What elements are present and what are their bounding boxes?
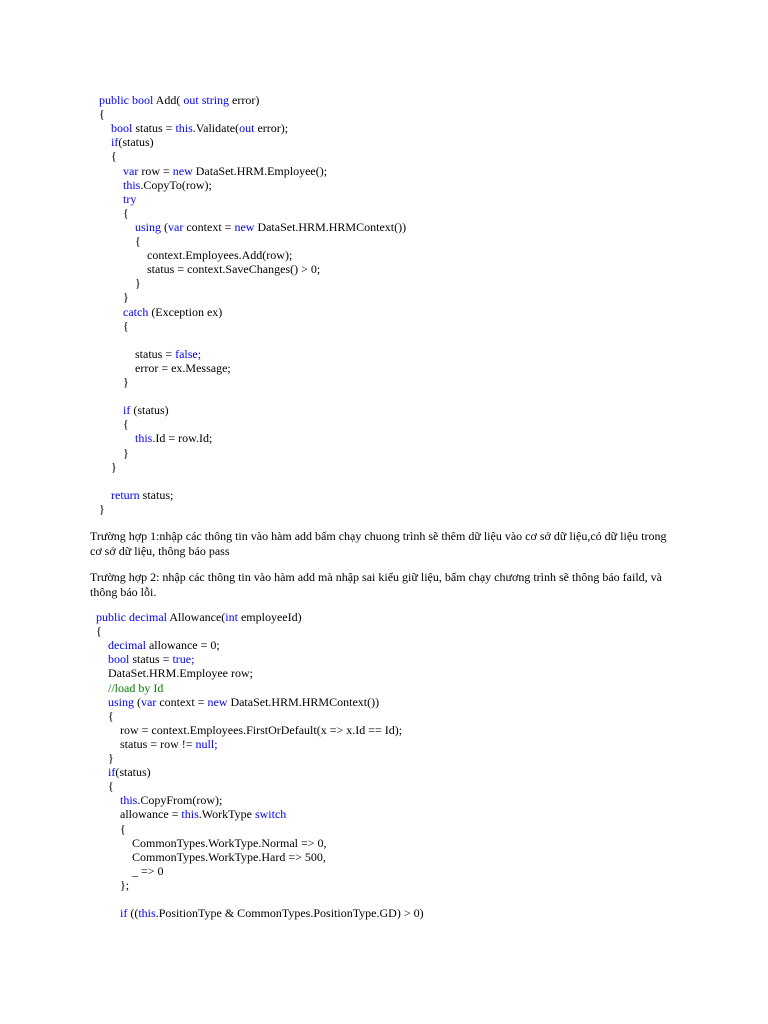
code-text: { xyxy=(108,779,114,794)
code-text: { xyxy=(108,708,114,723)
code-keyword: this xyxy=(138,906,156,921)
code1-line xyxy=(123,305,222,319)
code1-line xyxy=(147,262,320,276)
code-text: ( xyxy=(161,219,169,234)
code-keyword: this xyxy=(175,121,193,136)
code-text: } xyxy=(135,276,141,291)
code-text: status = context.SaveChanges() > 0; xyxy=(147,262,321,277)
code-keyword: try xyxy=(123,191,137,206)
code-keyword: new xyxy=(172,163,193,178)
code-text: CommonTypes.WorkType.Normal => 0, xyxy=(132,835,327,850)
code-text: row = xyxy=(138,163,173,178)
code1-line xyxy=(111,460,117,474)
code-text: ( xyxy=(134,694,142,709)
code2-line xyxy=(96,624,102,638)
code-text: (status) xyxy=(118,135,154,150)
code-text: } xyxy=(123,290,129,305)
code-text: row = context.Employees.FirstOrDefault(x => x.Id == Id); xyxy=(120,722,403,737)
code1-line xyxy=(135,234,141,248)
code-text: (status) xyxy=(130,403,169,418)
code-keyword: bool xyxy=(111,121,133,136)
code-keyword: if xyxy=(120,906,128,921)
code-text: status = row != xyxy=(120,736,196,751)
code2-line xyxy=(108,695,379,709)
code-keyword: bool xyxy=(132,93,154,107)
code-text: (Exception ex) xyxy=(148,304,223,319)
code1-line xyxy=(123,206,129,220)
code2-line xyxy=(132,836,327,850)
code1-line xyxy=(123,403,169,417)
code-text: { xyxy=(120,821,126,836)
code-text: error) xyxy=(229,93,260,107)
code-text: .PositionType & CommonTypes.PositionType.GD) > 0) xyxy=(155,906,424,921)
code-keyword: return xyxy=(111,487,140,502)
code-text: { xyxy=(135,234,141,248)
code-keyword: var xyxy=(141,694,157,709)
code-text: { xyxy=(123,205,129,220)
code-text: } xyxy=(123,445,129,460)
code-keyword: out xyxy=(239,121,255,136)
code1-line xyxy=(123,319,129,333)
code-text: } xyxy=(99,501,105,516)
code-keyword: var xyxy=(168,219,184,234)
code-text: Add( xyxy=(153,93,184,107)
code-keyword: out xyxy=(183,93,199,107)
paragraph-case-1: Trường hợp 1:nhập các thông tin vào hàm add bấm chạy chuong trình sẽ thêm dữ liệu vào cơ sở dữ liệu,có dữ liệu trong cơ sở dữ liệu, thông báo pass xyxy=(90,529,667,558)
code1-line xyxy=(147,248,292,262)
code-text: error); xyxy=(254,121,289,136)
code1-line xyxy=(111,149,117,163)
code1-line xyxy=(123,375,129,389)
code2-line xyxy=(108,638,220,652)
code-keyword: switch xyxy=(254,807,287,822)
code1-line xyxy=(111,121,288,135)
code-keyword: decimal xyxy=(108,638,146,653)
code-text: DataSet.HRM.HRMContext()) xyxy=(227,694,380,709)
code-text: CommonTypes.WorkType.Hard => 500, xyxy=(132,849,326,864)
code1-line xyxy=(99,93,259,107)
code-text: context.Employees.Add(row); xyxy=(147,248,293,263)
code1-line xyxy=(123,446,129,460)
code1-line xyxy=(135,347,201,361)
code-text: (( xyxy=(127,906,139,921)
code-text: context = xyxy=(183,219,235,234)
code-keyword: using xyxy=(108,694,135,709)
code-keyword: public xyxy=(99,93,129,107)
code2-line xyxy=(120,878,129,892)
code2-line xyxy=(120,807,286,821)
code-keyword: new xyxy=(207,694,228,709)
code2-line xyxy=(108,681,163,695)
code1-line xyxy=(135,276,141,290)
code-keyword: var xyxy=(123,163,139,178)
code-keyword: true; xyxy=(172,652,195,667)
code1-line xyxy=(99,107,105,121)
code2-line xyxy=(120,793,222,807)
code-comment: //load by Id xyxy=(108,680,164,695)
code-keyword: new xyxy=(234,219,255,234)
code1-line xyxy=(111,135,154,149)
code2-line xyxy=(108,765,151,779)
code-keyword: decimal xyxy=(129,610,167,624)
code1-line xyxy=(123,417,129,431)
code2-line xyxy=(108,779,114,793)
code2-line xyxy=(120,906,424,920)
code2-line xyxy=(108,751,114,765)
code-text: } xyxy=(123,375,129,389)
code1-line xyxy=(123,178,212,192)
code2-line xyxy=(108,666,253,680)
code-keyword: using xyxy=(135,219,162,234)
code1-line xyxy=(135,220,406,234)
code-keyword: false; xyxy=(175,346,202,361)
code1-line xyxy=(111,488,173,502)
code-text: status = xyxy=(135,346,176,361)
code-keyword: this xyxy=(135,431,153,446)
code-keyword: if xyxy=(111,135,119,150)
code1-line xyxy=(135,361,231,375)
code-text: .Id = row.Id; xyxy=(152,431,213,446)
code-text: }; xyxy=(120,877,130,892)
code-keyword: string xyxy=(201,93,230,107)
code-keyword: int xyxy=(225,610,238,624)
code-keyword: this xyxy=(181,807,199,822)
code-text: .Validate( xyxy=(192,121,240,136)
code-text: status; xyxy=(139,487,174,502)
code-text: allowance = xyxy=(120,807,182,822)
code-text: } xyxy=(108,751,114,765)
code1-line xyxy=(135,431,212,445)
code2-line xyxy=(132,864,164,878)
code-keyword: this xyxy=(120,793,138,808)
code-text: .CopyFrom(row); xyxy=(137,793,223,808)
code1-line xyxy=(123,192,136,206)
code-text: allowance = 0; xyxy=(145,638,220,653)
code-keyword: if xyxy=(123,403,131,418)
code-text: .WorkType xyxy=(198,807,255,822)
code-text: DataSet.HRM.HRMContext()) xyxy=(254,219,407,234)
code-text: employeeId) xyxy=(237,610,302,624)
code-text: status = xyxy=(129,652,173,667)
code-keyword: bool xyxy=(108,652,130,667)
code-text: (status) xyxy=(115,765,151,780)
code-text: { xyxy=(96,624,102,639)
code2-line xyxy=(108,709,114,723)
code-text: _ => 0 xyxy=(132,863,164,878)
code-keyword: public xyxy=(96,610,126,624)
code-text: Allowance( xyxy=(166,610,226,624)
code-text: { xyxy=(99,107,105,122)
code2-line xyxy=(120,737,218,751)
code-text: { xyxy=(123,417,129,432)
code2-line xyxy=(120,822,126,836)
code-keyword: this xyxy=(123,177,141,192)
code-text: .CopyTo(row); xyxy=(140,177,212,192)
code1-line xyxy=(123,164,327,178)
code-text: } xyxy=(111,459,117,474)
code2-line xyxy=(108,652,194,666)
code-text: DataSet.HRM.Employee(); xyxy=(192,163,328,178)
code-text: status = xyxy=(132,121,176,136)
code-text: context = xyxy=(156,694,208,709)
code-keyword: catch xyxy=(123,304,149,319)
code1-line xyxy=(123,290,129,304)
code2-line xyxy=(132,850,326,864)
code-keyword: null; xyxy=(195,736,218,751)
code-text: DataSet.HRM.Employee row; xyxy=(108,666,253,681)
paragraph-case-2: Trường hợp 2: nhập các thông tin vào hàm add mà nhập sai kiểu giữ liệu, bấm chạy chương trình sẽ thông báo faild, và thông báo lỗi. xyxy=(90,570,662,599)
code-text: error = ex.Message; xyxy=(135,360,231,375)
code-text: { xyxy=(123,318,129,333)
code1-line xyxy=(99,502,105,516)
code-text: { xyxy=(111,149,117,164)
code-keyword: if xyxy=(108,765,116,780)
code2-line xyxy=(120,723,402,737)
code2-line xyxy=(96,610,302,624)
